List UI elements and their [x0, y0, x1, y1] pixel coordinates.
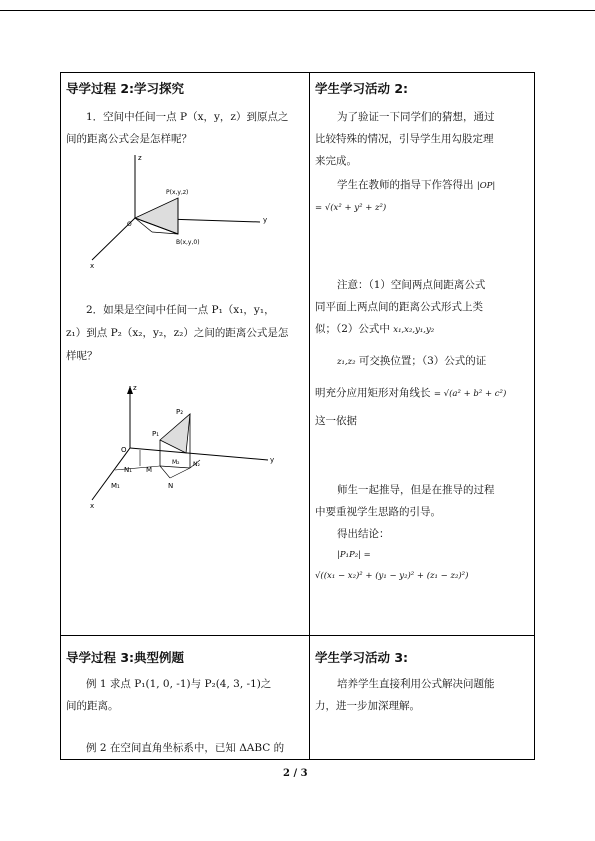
- activity3-line2: 力，进一步加深理解。: [315, 700, 420, 712]
- page-top-rule: [0, 10, 595, 11]
- fig2-label-z: z: [133, 384, 137, 392]
- derivation-line1: 师生一起推导，但是在推导的过程: [337, 484, 495, 496]
- distance-formula: √((x₁ − x₂)² + (y₁ − y₂)² + (z₁ − z₂)²): [315, 571, 469, 581]
- fig2-label-n: N: [168, 482, 174, 490]
- section2-title: 导学过程 2:学习探究: [66, 81, 185, 96]
- fig1-label-b: B(x,y,0): [176, 239, 200, 246]
- note-line3-text: 似；（2）公式中: [315, 323, 390, 335]
- question1-line2: 间的距离公式会是怎样呢？: [66, 133, 192, 145]
- question1-line1: 1．空间中任间一点 P（x，y，z）到原点之: [86, 111, 289, 123]
- question2-line1: 2．如果是空间中任间一点 P₁（x₁，y₁，: [86, 304, 275, 316]
- note-line3: [315, 322, 434, 337]
- activity2-p2-line1: [337, 178, 495, 193]
- note-line5: [315, 386, 506, 401]
- fig2-label-p1: P₁: [152, 430, 160, 438]
- fig2-label-m2: M₂: [172, 459, 180, 466]
- activity2-op-label: |OP|: [476, 181, 496, 191]
- derivation-line2: 中要重视学生思路的引导。: [315, 506, 441, 518]
- fig2-label-m: M: [146, 466, 153, 474]
- note-line6: 这一依据: [315, 415, 357, 427]
- example2-line1: 例 2 在空间直角坐标系中，已知 ΔABC 的: [86, 742, 285, 754]
- table-top-border: [60, 72, 535, 73]
- fig2-label-x: x: [90, 502, 95, 510]
- activity2-p2-text: 学生在教师的指导下作答得出: [337, 179, 474, 191]
- page-number: 2 / 3: [283, 768, 308, 779]
- activity3-line1: 培养学生直接利用公式解决问题能: [337, 678, 495, 690]
- table-bottom-border: [60, 759, 535, 760]
- example1-line2: 间的距离。: [66, 700, 119, 712]
- example1-line1: 例 1 求点 P₁(1, 0, -1)与 P₂(4, 3, -1)之: [86, 678, 272, 690]
- note-vars2: z₁,z₂: [337, 357, 356, 367]
- activity2-title: 学生学习活动 2:: [315, 81, 409, 96]
- fig1-label-y: y: [263, 216, 268, 224]
- conclusion-label: 得出结论：: [337, 528, 390, 540]
- note-diagonal-formula: = √(a² + b² + c²): [433, 389, 507, 399]
- fig2-label-n1: N₁: [124, 466, 133, 474]
- fig2-label-o: O: [121, 446, 127, 454]
- note-vars1: x₁,x₂,y₁,y₂: [393, 325, 435, 335]
- figure1-distance-to-origin: [80, 150, 280, 275]
- fig1-label-x: x: [90, 262, 95, 270]
- table-middle-border: [60, 635, 535, 636]
- p1p2-label: |P₁P₂| =: [337, 550, 371, 560]
- question2-line2: z₁）到点 P₂（x₂，y₂，z₂）之间的距离公式是怎: [66, 327, 289, 339]
- fig2-label-n2: N₂: [193, 461, 200, 468]
- table-column-divider: [309, 72, 310, 760]
- fig1-label-z: z: [138, 154, 142, 162]
- note-line2: 同平面上两点间的距离公式形式上类: [315, 301, 483, 313]
- figure2-two-point-distance: [80, 378, 280, 518]
- fig2-label-p2: P₂: [176, 408, 184, 416]
- activity3-title: 学生学习活动 3:: [315, 650, 409, 665]
- activity2-p1-line2: 比较特殊的情况，引导学生用勾股定理: [315, 133, 494, 145]
- fig2-label-y: y: [270, 456, 275, 464]
- question2-line3: 样呢？: [66, 350, 98, 362]
- fig1-label-p: P(x,y,z): [166, 189, 189, 196]
- note-line5-text: 明充分应用矩形对角线长: [315, 387, 431, 399]
- activity2-op-formula: = √(x² + y² + z²): [315, 203, 387, 213]
- section3-title: 导学过程 3:典型例题: [66, 650, 185, 665]
- activity2-p1-line3: 来完成。: [315, 155, 357, 167]
- activity2-p1-line1: 为了验证一下同学们的猜想，通过: [337, 111, 495, 123]
- table-right-border: [534, 72, 535, 760]
- table-left-border: [60, 72, 61, 760]
- note-line4-text: 可交换位置；（3）公式的证: [358, 355, 487, 367]
- note-line4: [337, 354, 486, 369]
- note-line1: 注意：（1）空间两点间距离公式: [337, 279, 486, 291]
- fig1-label-origin: O: [127, 221, 132, 228]
- fig2-label-m1: M₁: [111, 482, 120, 490]
